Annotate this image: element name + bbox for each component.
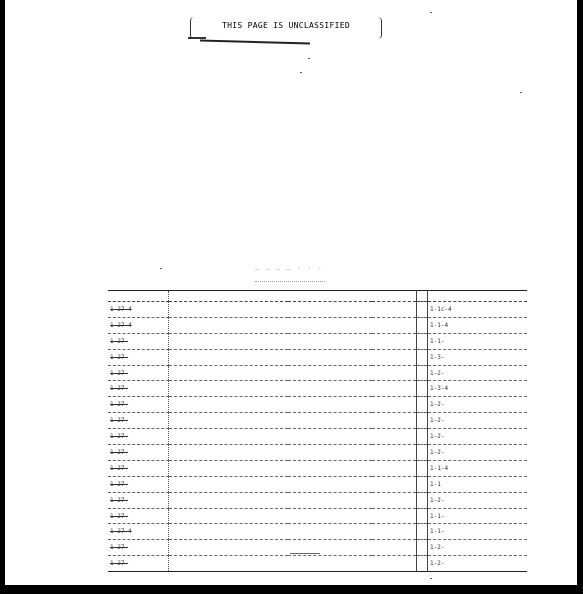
header-date xyxy=(108,291,169,302)
cell-date: 1-27- xyxy=(108,460,169,476)
cell-rank xyxy=(288,413,372,429)
cell-name xyxy=(169,492,289,508)
cell-gap xyxy=(417,429,428,445)
cell-gap xyxy=(417,445,428,461)
cell-action: 1-1-4 xyxy=(428,317,528,333)
cell-unit xyxy=(372,397,417,413)
header-gap xyxy=(417,291,428,302)
header-name xyxy=(169,291,289,302)
cell-name xyxy=(169,317,289,333)
cell-action: 1-1- xyxy=(428,333,528,349)
header-unit xyxy=(372,291,417,302)
cell-date: 1-27- xyxy=(108,397,169,413)
cell-name xyxy=(169,397,289,413)
cell-rank xyxy=(288,302,372,318)
cell-rank xyxy=(288,492,372,508)
cell-name xyxy=(169,429,289,445)
cell-date: 1-27- xyxy=(108,413,169,429)
cell-rank xyxy=(288,476,372,492)
cell-rank xyxy=(288,381,372,397)
cell-action: 1-2- xyxy=(428,413,528,429)
header-action xyxy=(428,291,528,302)
table-row xyxy=(108,317,527,333)
cell-date: 1-27- xyxy=(108,333,169,349)
cell-unit xyxy=(372,524,417,540)
cell-unit xyxy=(372,476,417,492)
cell-date: 1-27- xyxy=(108,476,169,492)
cell-gap xyxy=(417,317,428,333)
cell-unit xyxy=(372,508,417,524)
table-row xyxy=(108,429,527,445)
table-row xyxy=(108,381,527,397)
cell-unit xyxy=(372,556,417,572)
cell-rank xyxy=(288,556,372,572)
cell-rank xyxy=(288,365,372,381)
classification-banner xyxy=(190,17,382,39)
cell-unit xyxy=(372,413,417,429)
cell-rank xyxy=(288,429,372,445)
faded-heading-underline xyxy=(255,275,325,282)
cell-action: 1-2- xyxy=(428,556,528,572)
cell-gap xyxy=(417,333,428,349)
cell-name xyxy=(169,333,289,349)
table-row xyxy=(108,492,527,508)
cell-name xyxy=(169,445,289,461)
table-row xyxy=(108,365,527,381)
cell-rank xyxy=(288,445,372,461)
cell-date: 1-27-4 xyxy=(108,317,169,333)
scan-speck xyxy=(430,578,432,579)
cell-date: 1-27- xyxy=(108,349,169,365)
table-row xyxy=(108,476,527,492)
cell-unit xyxy=(372,381,417,397)
cell-name xyxy=(169,413,289,429)
cell-date: 1-27- xyxy=(108,381,169,397)
cell-name xyxy=(169,556,289,572)
cell-action: 1-2- xyxy=(428,397,528,413)
table-row xyxy=(108,333,527,349)
cell-date: 1-27- xyxy=(108,492,169,508)
cell-action: 1-1- xyxy=(428,508,528,524)
cell-name xyxy=(169,540,289,556)
cell-gap xyxy=(417,460,428,476)
cell-gap xyxy=(417,524,428,540)
cell-gap xyxy=(417,508,428,524)
cell-unit xyxy=(372,540,417,556)
scan-speck xyxy=(300,72,302,73)
banner-underline xyxy=(200,40,310,45)
scan-speck xyxy=(160,268,162,269)
cell-gap xyxy=(417,540,428,556)
cell-rank xyxy=(288,397,372,413)
cell-unit xyxy=(372,445,417,461)
cell-name xyxy=(169,524,289,540)
cell-rank xyxy=(288,524,372,540)
table-row xyxy=(108,460,527,476)
cell-date: 1-27- xyxy=(108,508,169,524)
table-row xyxy=(108,445,527,461)
cell-gap xyxy=(417,476,428,492)
cell-name xyxy=(169,460,289,476)
faded-table-heading: — — — — · · · xyxy=(255,265,323,273)
cell-unit xyxy=(372,365,417,381)
cell-action: 1-1- xyxy=(428,524,528,540)
cell-gap xyxy=(417,556,428,572)
cell-action: 1-2- xyxy=(428,540,528,556)
cell-rank xyxy=(288,460,372,476)
cell-gap xyxy=(417,397,428,413)
cell-date: 1-27- xyxy=(108,429,169,445)
cell-action: 1-3- xyxy=(428,349,528,365)
cell-rank xyxy=(288,333,372,349)
scan-speck xyxy=(430,12,432,13)
classification-text: THIS PAGE IS UNCLASSIFIED xyxy=(222,21,350,30)
cell-rank xyxy=(288,508,372,524)
cell-name xyxy=(169,302,289,318)
cell-date: 1-27- xyxy=(108,365,169,381)
cell-rank xyxy=(288,349,372,365)
cell-action: 1-2- xyxy=(428,429,528,445)
cell-gap xyxy=(417,492,428,508)
scan-border-left xyxy=(0,0,5,594)
table-row xyxy=(108,349,527,365)
table-row xyxy=(108,302,527,318)
cell-gap xyxy=(417,413,428,429)
cell-date: 1-27-4 xyxy=(108,302,169,318)
cell-date: 1-27- xyxy=(108,445,169,461)
scan-border-bottom xyxy=(0,585,583,594)
cell-name xyxy=(169,476,289,492)
cell-date: 1-27- xyxy=(108,540,169,556)
cell-date: 1-27- xyxy=(108,556,169,572)
cell-action: 1-2- xyxy=(428,445,528,461)
cell-rank xyxy=(288,317,372,333)
cell-gap xyxy=(417,365,428,381)
cell-gap xyxy=(417,349,428,365)
table-row xyxy=(108,556,527,572)
scan-border-right xyxy=(577,0,583,594)
cell-action: 1-1c-4 xyxy=(428,302,528,318)
cell-unit xyxy=(372,333,417,349)
cell-name xyxy=(169,381,289,397)
cell-name xyxy=(169,349,289,365)
cell-action: 1-1-4 xyxy=(428,460,528,476)
cell-gap xyxy=(417,381,428,397)
cell-action: 1-1 xyxy=(428,476,528,492)
personnel-log-table xyxy=(108,290,527,572)
cell-unit xyxy=(372,317,417,333)
cell-unit xyxy=(372,302,417,318)
cell-action: 1-3-4 xyxy=(428,381,528,397)
table-row xyxy=(108,524,527,540)
cell-name xyxy=(169,508,289,524)
cell-date: 1-27-4 xyxy=(108,524,169,540)
scan-speck xyxy=(520,92,522,93)
table-row xyxy=(108,413,527,429)
cell-unit xyxy=(372,492,417,508)
cell-action: 1-2- xyxy=(428,492,528,508)
scan-speck xyxy=(308,58,310,59)
table-row xyxy=(108,397,527,413)
cell-unit xyxy=(372,460,417,476)
cell-unit xyxy=(372,349,417,365)
cell-name xyxy=(169,365,289,381)
cell-action: 1-2- xyxy=(428,365,528,381)
table-row xyxy=(108,508,527,524)
cell-gap xyxy=(417,302,428,318)
header-rank xyxy=(288,291,372,302)
table-header-row xyxy=(108,291,527,302)
footer-mark xyxy=(290,553,320,554)
cell-unit xyxy=(372,429,417,445)
